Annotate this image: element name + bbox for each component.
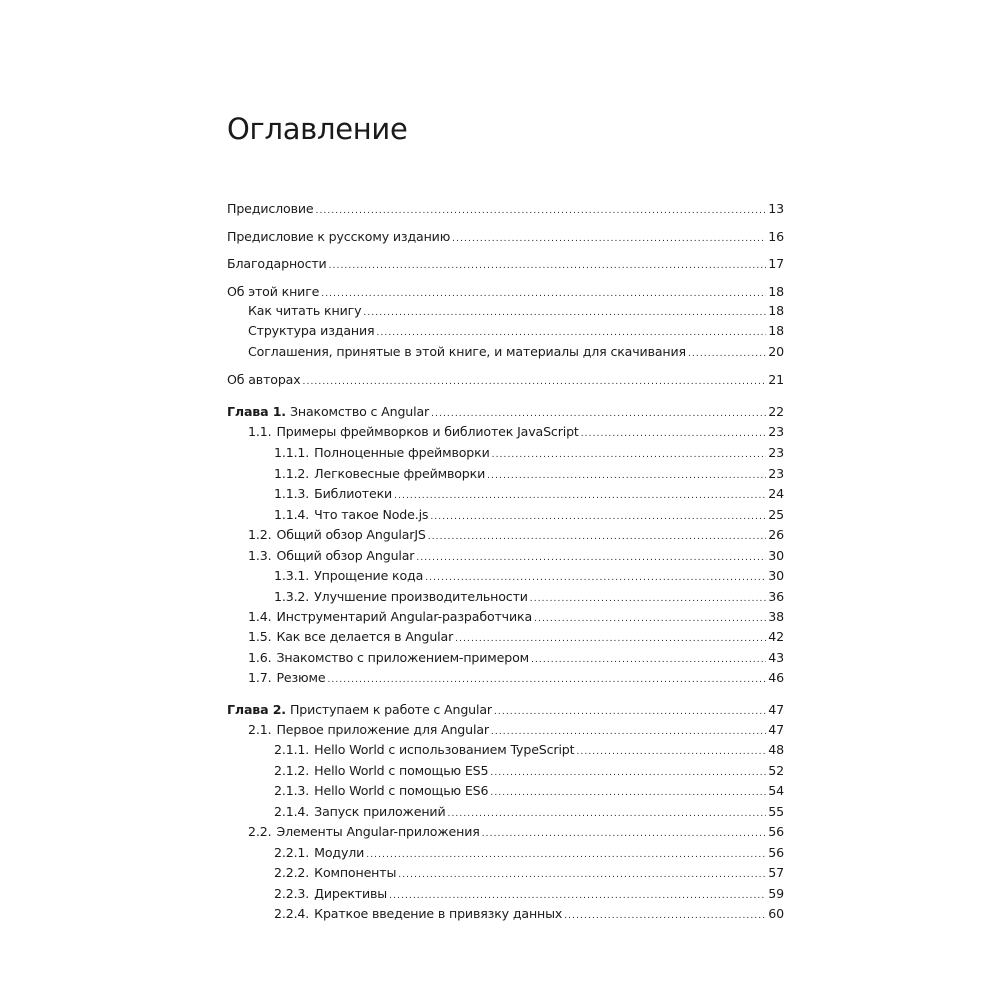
toc-entry-number: 2.2.3. [274,886,310,901]
toc-entry-label: Краткое введение в привязку данных [314,906,563,921]
toc-entry-page: 22 [768,404,784,419]
dot-leader [398,866,766,884]
toc-entry-page: 46 [768,670,784,685]
toc-entry-number: 1.2. [248,527,272,542]
dot-leader [431,405,766,423]
toc-entry-label: Общий обзор Angular [276,548,415,563]
dot-leader [430,508,766,526]
toc-entry-1-1-2 [274,465,784,483]
dot-leader [564,907,766,925]
toc-entry-number: 1.3.2. [274,589,310,604]
toc-entry-1-1-3 [274,485,784,503]
dot-leader [316,202,767,220]
toc-entry-conventions [248,343,784,361]
dot-leader [688,345,766,363]
toc-entry-how-to-read [248,302,784,320]
toc-entry-label: Hello World с помощью ES6 [314,783,489,798]
toc-entry-1-2 [248,526,784,544]
toc-entry-page: 54 [768,783,784,798]
toc-entry-label: Знакомство с Angular [289,404,430,419]
toc-entry-preface [227,200,784,218]
dot-leader [487,467,766,485]
toc-entry-label: Приступаем к работе с Angular [289,702,492,717]
toc-entry-1-1-4 [274,506,784,524]
toc-entry-1-3 [248,547,784,565]
toc-entry-page: 23 [768,445,784,460]
toc-entry-2-1-4 [274,803,784,821]
toc-entry-chapter-1 [227,403,784,421]
toc-entry-label: Предисловие к русскому изданию [227,229,451,244]
toc-entry-2-1-2 [274,762,784,780]
toc-entry-number: 1.3.1. [274,568,310,583]
toc-entry-page: 59 [768,886,784,901]
toc-entry-label: Hello World с помощью ES5 [314,763,489,778]
toc-entry-number: Глава 1. [227,404,286,419]
toc-entry-label: Как читать книгу [248,303,362,318]
dot-leader [303,373,767,391]
toc-entry-number: 1.7. [248,670,272,685]
toc-entry-page: 47 [768,722,784,737]
toc-entry-label: Общий обзор AngularJS [276,527,426,542]
toc-entry-label: Об этой книге [227,284,320,299]
toc-entry-1-4 [248,608,784,626]
toc-entry-number: 1.6. [248,650,272,665]
dot-leader [531,651,766,669]
dot-leader [576,743,766,761]
toc-entry-label: Упрощение кода [314,568,424,583]
toc-entry-label: Модули [314,845,365,860]
toc-entry-page: 21 [768,372,784,387]
toc-entry-page: 55 [768,804,784,819]
toc-entry-page: 26 [768,527,784,542]
toc-entry-label: Улучшение производительности [314,589,528,604]
toc-entry-structure [248,322,784,340]
toc-entry-label: Компоненты [314,865,397,880]
toc-entry-1-3-2 [274,588,784,606]
toc-entry-label: Об авторах [227,372,301,387]
toc-entry-page: 23 [768,466,784,481]
toc-entry-page: 30 [768,548,784,563]
toc-entry-page: 18 [768,323,784,338]
toc-entry-about-authors [227,371,784,389]
toc-entry-page: 30 [768,568,784,583]
dot-leader [389,887,766,905]
toc-entry-label: Библиотеки [314,486,393,501]
toc-entry-label: Инструментарий Angular-разработчика [276,609,533,624]
toc-entry-number: 1.1. [248,424,272,439]
page-title: Оглавление [227,112,408,146]
toc-entry-page: 60 [768,906,784,921]
dot-leader [376,324,766,342]
toc-entry-page: 23 [768,424,784,439]
toc-entry-number: 2.1. [248,722,272,737]
toc-entry-page: 52 [768,763,784,778]
dot-leader [492,446,767,464]
toc-entry-label: Что такое Node.js [314,507,429,522]
toc-entry-number: 1.1.4. [274,507,310,522]
toc-entry-page: 43 [768,650,784,665]
toc-entry-2-2 [248,823,784,841]
dot-leader [327,671,766,689]
toc-entry-1-3-1 [274,567,784,585]
dot-leader [534,610,766,628]
toc-entry-number: Глава 2. [227,702,286,717]
toc-entry-label: Элементы Angular-приложения [276,824,480,839]
toc-entry-label: Благодарности [227,256,327,271]
toc-entry-number: 2.2.1. [274,845,310,860]
toc-entry-1-1 [248,423,784,441]
toc-entry-about-book [227,283,784,301]
dot-leader [447,805,766,823]
toc-entry-2-2-2 [274,864,784,882]
dot-leader [491,723,766,741]
dot-leader [530,590,766,608]
toc-entry-2-1-3 [274,782,784,800]
toc-entry-2-2-4 [274,905,784,923]
dot-leader [394,487,766,505]
toc-entry-label: Предисловие [227,201,314,216]
toc-entry-number: 2.1.4. [274,804,310,819]
dot-leader [581,425,767,443]
dot-leader [425,569,766,587]
toc-entry-number: 2.2. [248,824,272,839]
toc-entry-label: Запуск приложений [314,804,446,819]
dot-leader [494,703,766,721]
toc-entry-page: 25 [768,507,784,522]
toc-entry-number: 2.2.4. [274,906,310,921]
toc-entry-page: 47 [768,702,784,717]
toc-entry-page: 38 [768,609,784,624]
toc-entry-2-2-3 [274,885,784,903]
toc-entry-acknowledgements [227,255,784,273]
toc-entry-page: 56 [768,845,784,860]
toc-entry-2-1-1 [274,741,784,759]
toc-entry-number: 2.1.1. [274,742,310,757]
toc-entry-1-6 [248,649,784,667]
toc-entry-2-2-1 [274,844,784,862]
toc-entry-page: 18 [768,303,784,318]
dot-leader [452,230,766,248]
toc-entry-page: 18 [768,284,784,299]
toc-entry-label: Первое приложение для Angular [276,722,489,737]
dot-leader [416,549,766,567]
toc-entry-page: 36 [768,589,784,604]
toc-entry-chapter-2 [227,701,784,719]
toc-entry-label: Соглашения, принятые в этой книге, и материалы для скачивания [248,344,686,359]
toc-entry-2-1 [248,721,784,739]
dot-leader [321,285,766,303]
toc-entry-number: 2.1.2. [274,763,310,778]
dot-leader [366,846,766,864]
dot-leader [455,630,766,648]
dot-leader [428,528,767,546]
dot-leader [490,784,766,802]
toc-entry-number: 1.1.1. [274,445,310,460]
toc-entry-1-1-1 [274,444,784,462]
toc-entry-page: 16 [768,229,784,244]
dot-leader [329,257,767,275]
toc-entry-label: Полноценные фреймворки [314,445,490,460]
toc-entry-russian-preface [227,228,784,246]
toc-entry-label: Резюме [276,670,326,685]
dot-leader [363,304,766,322]
toc-entry-label: Hello World с использованием TypeScript [314,742,575,757]
toc-entry-page: 24 [768,486,784,501]
dot-leader [482,825,767,843]
toc-entry-page: 48 [768,742,784,757]
toc-entry-page: 57 [768,865,784,880]
toc-entry-label: Как все делается в Angular [276,629,454,644]
toc-entry-page: 56 [768,824,784,839]
toc-entry-number: 1.5. [248,629,272,644]
toc-entry-label: Структура издания [248,323,375,338]
toc-entry-number: 2.1.3. [274,783,310,798]
toc-entry-page: 42 [768,629,784,644]
toc-entry-page: 20 [768,344,784,359]
toc-entry-number: 1.4. [248,609,272,624]
toc-entry-label: Знакомство с приложением-примером [276,650,529,665]
toc-entry-number: 1.3. [248,548,272,563]
toc-entry-label: Директивы [314,886,388,901]
toc-entry-page: 17 [768,256,784,271]
toc-entry-number: 1.1.3. [274,486,310,501]
dot-leader [490,764,766,782]
toc-entry-1-7 [248,669,784,687]
toc-entry-number: 2.2.2. [274,865,310,880]
toc-entry-number: 1.1.2. [274,466,310,481]
toc-entry-label: Легковесные фреймворки [314,466,486,481]
toc-entry-label: Примеры фреймворков и библиотек JavaScript [276,424,579,439]
toc-entry-1-5 [248,628,784,646]
toc-entry-page: 13 [768,201,784,216]
